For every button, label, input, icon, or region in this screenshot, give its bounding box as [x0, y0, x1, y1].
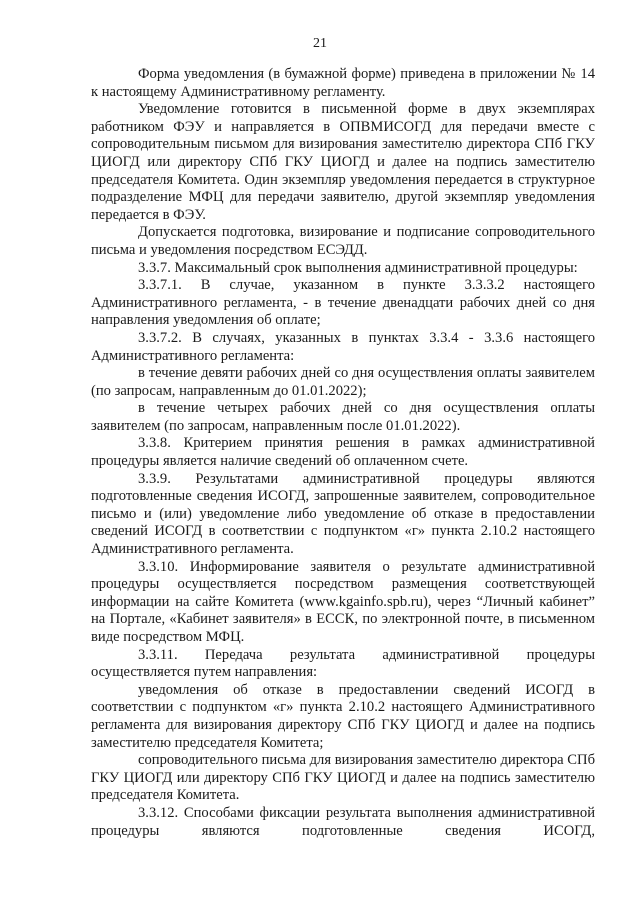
paragraph: 3.3.12. Способами фиксации результата выполнения административной процедуры являются подготовленные сведения ИСОГД,: [91, 804, 595, 839]
document-body: [91, 66, 595, 840]
paragraph: 3.3.7.2. В случаях, указанных в пунктах 3.3.4 - 3.3.6 настоящего Административного регламента:: [91, 329, 595, 364]
paragraph: сопроводительного письма для визирования заместителю директора СПб ГКУ ЦИОГД или директору СПб ГКУ ЦИОГД и далее на подпись заместителю председателя Комитета.: [91, 752, 595, 804]
page-number: 21: [313, 36, 327, 51]
paragraph: Уведомление готовится в письменной форме в двух экземплярах работником ФЭУ и направляется в ОПВМИСОГД для передачи вместе с сопроводительным письмом для визирования заместителю директора СПб ГКУ ЦИОГД или директору СПб ГКУ ЦИОГД и далее на подпись заместителю председателя Комитета. Один экземпляр уведомления передается в структурное подразделение МФЦ для передачи заявителю, другой экземпляр уведомления передается в ФЭУ.: [91, 101, 595, 223]
paragraph: Допускается подготовка, визирование и подписание сопроводительного письма и уведомления посредством ЕСЭДД.: [91, 224, 595, 258]
paragraph: 3.3.10. Информирование заявителя о результате административной процедуры осуществляется посредством размещения соответствующей информации на сайте Комитета (www.kgainfo.spb.ru), через “Личный кабинет” на Портале, «Кабинет заявителя» в ЕССК, по электронной почте, в письменном виде посредством МФЦ.: [91, 558, 595, 645]
paragraph: 3.3.9. Результатами административной процедуры являются подготовленные сведения ИСОГД, запрошенные заявителем, сопроводительное письмо и (или) уведомление либо уведомление об отказе в предоставлении сведений ИСОГД в соответствии с подпунктом «г» пункта 2.10.2 настоящего Административного регламента.: [91, 470, 595, 558]
paragraph: 3.3.8. Критерием принятия решения в рамках административной процедуры является наличие сведений об оплаченном счете.: [91, 435, 595, 470]
paragraph: 3.3.11. Передача результата административной процедуры осуществляется путем направления:: [91, 646, 595, 681]
paragraph: 3.3.7.1. В случае, указанном в пункте 3.3.3.2 настоящего Административного регламента, - в течение двенадцати рабочих дней со дня направления уведомления об оплате;: [91, 277, 595, 329]
paragraph: в течение четырех рабочих дней со дня осуществления оплаты заявителем (по запросам, направленным после 01.01.2022).: [91, 400, 595, 434]
paragraph: Форма уведомления (в бумажной форме) приведена в приложении № 14 к настоящему Административному регламенту.: [91, 66, 595, 100]
paragraph: в течение девяти рабочих дней со дня осуществления оплаты заявителем (по запросам, направленным до 01.01.2022);: [91, 365, 595, 399]
paragraph: уведомления об отказе в предоставлении сведений ИСОГД в соответствии с подпунктом «г» пункта 2.10.2 настоящего Административного регламента для визирования директору СПб ГКУ ЦИОГД и далее на подпись заместителю председателя Комитета;: [91, 681, 595, 751]
paragraph: 3.3.7. Максимальный срок выполнения административной процедуры:: [138, 259, 578, 276]
